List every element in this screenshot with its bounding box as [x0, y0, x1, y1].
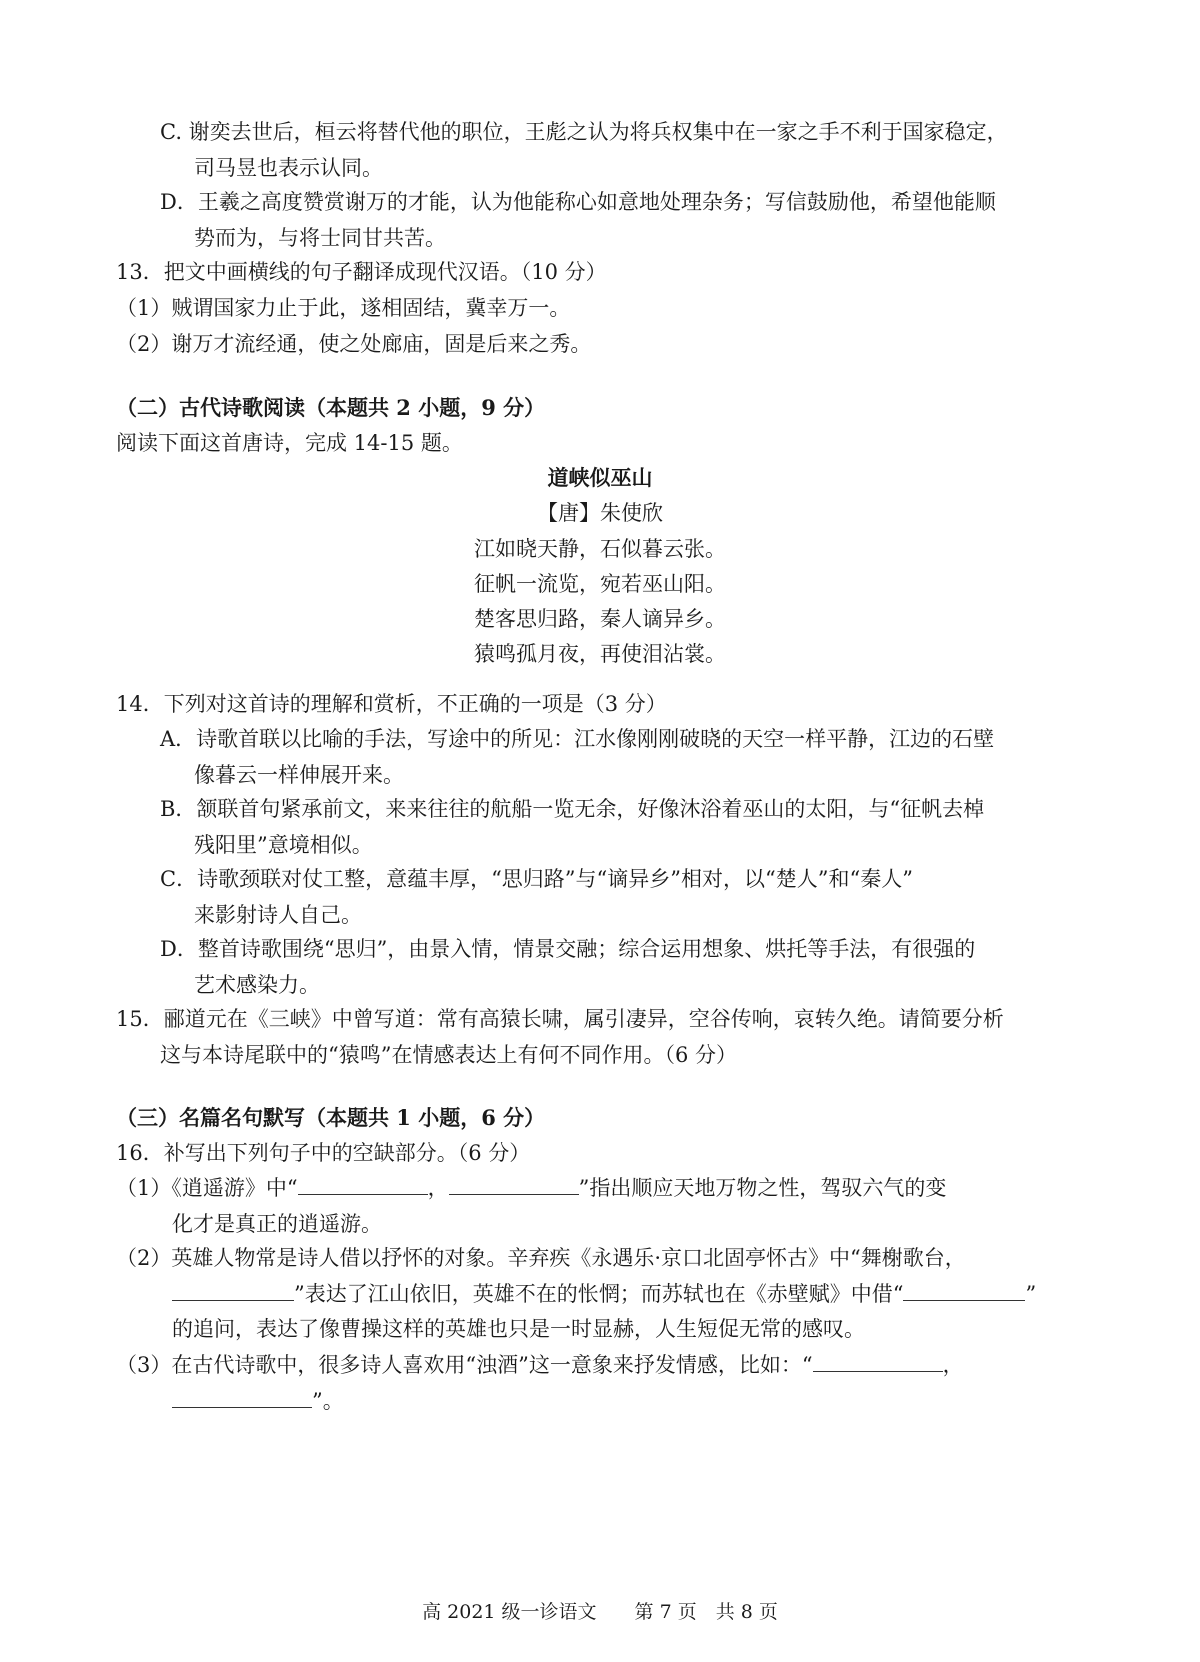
q16-blank-4[interactable]: [903, 1276, 1025, 1301]
section3-heading: （三）名篇名句默写（本题共 1 小题，6 分）: [116, 1105, 546, 1130]
q12-option-c-line1: C. 谢奕去世后，桓云将替代他的职位，王彪之认为将兵权集中在一家之手不利于国家稳定，: [160, 120, 1008, 144]
section2-intro: 阅读下面这首唐诗，完成 14-15 题。: [116, 431, 463, 455]
q16-blank-2[interactable]: [449, 1170, 579, 1195]
q14-option-d-line1: D．整首诗歌围绕“思归”，由景入情，情景交融；综合运用想象、烘托等手法，有很强的: [160, 937, 976, 961]
q16-blank-3[interactable]: [172, 1276, 294, 1301]
q16-blank-1[interactable]: [298, 1170, 428, 1195]
q16-part3-comma: ，: [942, 1353, 964, 1377]
q13-stem: 13．把文中画横线的句子翻译成现代汉语。（10 分）: [116, 260, 607, 284]
q13-sentence-1: （1）贼谓国家力止于此，遂相固结，冀幸万一。: [116, 296, 571, 320]
poem-author: 【唐】朱使欣: [537, 501, 663, 525]
q16-blank-5[interactable]: [813, 1347, 943, 1372]
q16-part1-comma: ，: [427, 1176, 449, 1200]
q16-part3-line1: [116, 1347, 964, 1383]
q12-option-c-line2: 司马昱也表示认同。: [194, 156, 383, 180]
q14-option-a-line2: 像暮云一样伸展开来。: [194, 763, 404, 787]
q16-part3-end: ”。: [312, 1389, 344, 1413]
q15-line1: 15．郦道元在《三峡》中曾写道：常有高猿长啸，属引凄异，空谷传响，哀转久绝。请简要分析: [116, 1007, 1004, 1031]
q14-stem: 14．下列对这首诗的理解和赏析，不正确的一项是（3 分）: [116, 692, 667, 716]
q16-part2-middle: ”表达了江山依旧，英雄不在的怅惘；而苏轼也在《赤壁赋》中借“: [294, 1282, 904, 1306]
poem-title: 道峡似巫山: [547, 465, 653, 490]
q16-part2-line1: （2）英雄人物常是诗人借以抒怀的对象。辛弃疾《永遇乐·京口北固亭怀古》中“舞榭歌台，: [116, 1246, 966, 1270]
q16-part1-prefix: （1）《逍遥游》中“: [116, 1176, 298, 1200]
q14-option-a-line1: A．诗歌首联以比喻的手法，写途中的所见：江水像刚刚破晓的天空一样平静，江边的石壁: [160, 727, 995, 751]
poem-line-2: 征帆一流览，宛若巫山阳。: [474, 572, 726, 596]
q16-part2-line3: 的追问，表达了像曹操这样的英雄也只是一时显赫，人生短促无常的感叹。: [172, 1317, 865, 1341]
q14-option-b-line2: 残阳里”意境相似。: [194, 833, 373, 857]
q16-part3-prefix: （3）在古代诗歌中，很多诗人喜欢用“浊酒”这一意象来抒发情感，比如：“: [116, 1353, 813, 1377]
q16-blank-6[interactable]: [172, 1383, 312, 1408]
q14-option-d-line2: 艺术感染力。: [194, 973, 320, 997]
q16-part1-suffix: ”指出顺应天地万物之性，驾驭六气的变: [578, 1176, 947, 1200]
q12-option-d-line1: D．王羲之高度赞赏谢万的才能，认为他能称心如意地处理杂务；写信鼓励他，希望他能顺: [160, 190, 996, 214]
q14-option-c-line1: C．诗歌颈联对仗工整，意蕴丰厚，“思归路”与“谪异乡”相对，以“楚人”和“秦人”: [160, 867, 913, 891]
q12-option-d-line2: 势而为，与将士同甘共苦。: [194, 226, 446, 250]
q15-line2: 这与本诗尾联中的“猿鸣”在情感表达上有何不同作用。（6 分）: [160, 1043, 738, 1067]
q16-part1-line2: 化才是真正的逍遥游。: [172, 1212, 382, 1236]
q14-option-c-line2: 来影射诗人自己。: [194, 903, 362, 927]
q16-part1-line1: [116, 1170, 946, 1206]
q13-sentence-2: （2）谢万才流经通，使之处廊庙，固是后来之秀。: [116, 332, 592, 356]
poem-line-1: 江如晓天静，石似暮云张。: [474, 537, 726, 561]
page-footer: 高 2021 级一诊语文 第 7 页 共 8 页: [422, 1601, 778, 1623]
q16-part2-line2: [172, 1276, 1036, 1312]
q14-option-b-line1: B．颔联首句紧承前文，来来往往的航船一览无余，好像沐浴着巫山的太阳，与“征帆去棹: [160, 797, 985, 821]
q16-stem: 16．补写出下列句子中的空缺部分。（6 分）: [116, 1141, 531, 1165]
poem-line-4: 猿鸣孤月夜，再使泪沾裳。: [474, 642, 726, 666]
section2-heading: （二）古代诗歌阅读（本题共 2 小题，9 分）: [116, 395, 546, 420]
q16-part2-close-quote: ”: [1025, 1282, 1037, 1306]
q16-part3-line2: [172, 1383, 344, 1419]
poem-line-3: 楚客思归路，秦人谪异乡。: [474, 607, 726, 631]
